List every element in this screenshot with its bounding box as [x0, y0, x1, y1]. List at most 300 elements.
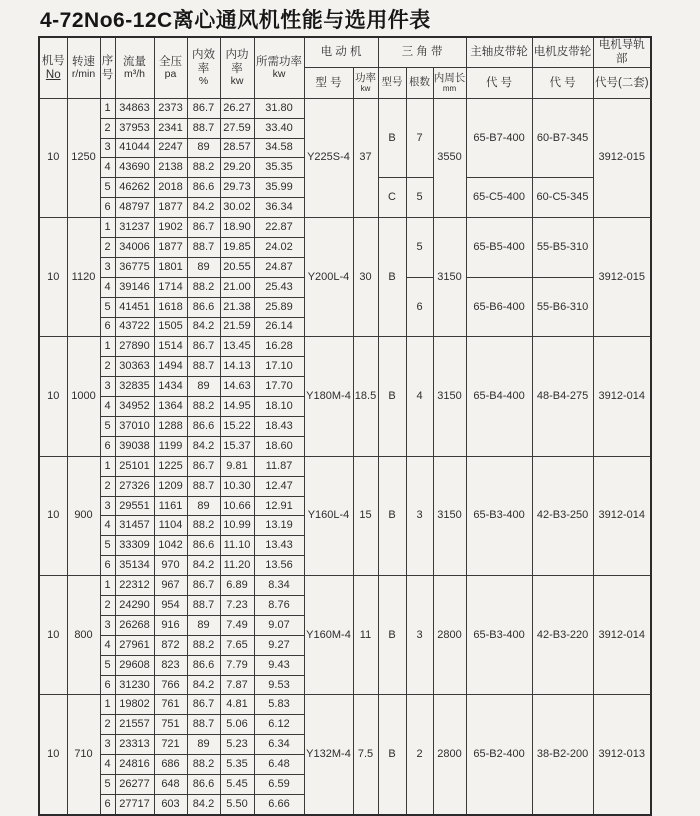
- pressure-cell: 1801: [154, 257, 187, 277]
- table-row: [39, 695, 651, 715]
- efficiency-cell: 86.7: [187, 695, 220, 715]
- header-belt-group: 三 角 带: [378, 37, 466, 67]
- efficiency-cell: 86.6: [187, 536, 220, 556]
- required-power-cell: 33.40: [254, 118, 304, 138]
- serial-cell: 2: [100, 715, 115, 735]
- main-pulley-cell: 65-B7-400: [466, 98, 532, 178]
- header-serial-label2: 号: [101, 68, 114, 81]
- serial-cell: 3: [100, 257, 115, 277]
- belt-length-cell: 2800: [433, 576, 466, 695]
- flow-cell: 29551: [115, 496, 154, 516]
- motor-power-cell: 30: [353, 218, 378, 337]
- motor-model-cell: Y200L-4: [304, 218, 353, 337]
- pressure-cell: 686: [154, 755, 187, 775]
- speed-cell: 1000: [67, 337, 100, 456]
- efficiency-cell: 84.2: [187, 556, 220, 576]
- header-required-power: [254, 37, 304, 98]
- required-power-cell: 11.87: [254, 456, 304, 476]
- required-power-cell: 25.89: [254, 297, 304, 317]
- required-power-cell: 8.76: [254, 596, 304, 616]
- required-power-cell: 36.34: [254, 198, 304, 218]
- main-pulley-cell: 65-B3-400: [466, 456, 532, 575]
- pressure-cell: 1209: [154, 476, 187, 496]
- motor-pulley-cell: 38-B2-200: [532, 695, 593, 815]
- efficiency-cell: 89: [187, 257, 220, 277]
- flow-cell: 43690: [115, 158, 154, 178]
- efficiency-cell: 89: [187, 735, 220, 755]
- efficiency-cell: 89: [187, 377, 220, 397]
- flow-cell: 19802: [115, 695, 154, 715]
- inner-power-cell: 15.22: [220, 417, 254, 437]
- serial-cell: 4: [100, 277, 115, 297]
- serial-cell: 1: [100, 576, 115, 596]
- serial-cell: 1: [100, 98, 115, 118]
- belt-length-cell: 2800: [433, 695, 466, 815]
- belt-type-cell: B: [378, 337, 406, 456]
- serial-cell: 6: [100, 675, 115, 695]
- belt-count-cell: 6: [406, 277, 433, 337]
- serial-cell: 6: [100, 317, 115, 337]
- inner-power-cell: 9.81: [220, 456, 254, 476]
- serial-cell: 1: [100, 695, 115, 715]
- pressure-cell: 1364: [154, 397, 187, 417]
- table-row: [39, 456, 651, 476]
- flow-cell: 31457: [115, 516, 154, 536]
- efficiency-cell: 86.7: [187, 98, 220, 118]
- header-inner-power-unit: kw: [230, 75, 244, 88]
- serial-cell: 2: [100, 596, 115, 616]
- serial-cell: 3: [100, 615, 115, 635]
- serial-cell: 5: [100, 178, 115, 198]
- serial-cell: 6: [100, 556, 115, 576]
- header-motor-power-unit: kw: [360, 83, 371, 93]
- fan-no-cell: 10: [39, 456, 67, 575]
- belt-type-cell: B: [378, 695, 406, 815]
- motor-power-cell: 18.5: [353, 337, 378, 456]
- header-flow-label: 流量: [123, 55, 146, 68]
- serial-cell: 4: [100, 397, 115, 417]
- inner-power-cell: 19.85: [220, 237, 254, 257]
- belt-count-cell: 5: [406, 178, 433, 218]
- pressure-cell: 1505: [154, 317, 187, 337]
- pressure-cell: 872: [154, 635, 187, 655]
- required-power-cell: 35.99: [254, 178, 304, 198]
- pressure-cell: 967: [154, 576, 187, 596]
- speed-cell: 900: [67, 456, 100, 575]
- efficiency-cell: 88.2: [187, 635, 220, 655]
- efficiency-cell: 88.2: [187, 516, 220, 536]
- required-power-cell: 31.80: [254, 98, 304, 118]
- flow-cell: 32835: [115, 377, 154, 397]
- pressure-cell: 954: [154, 596, 187, 616]
- inner-power-cell: 14.13: [220, 357, 254, 377]
- required-power-cell: 6.34: [254, 735, 304, 755]
- serial-cell: 3: [100, 496, 115, 516]
- efficiency-cell: 88.2: [187, 755, 220, 775]
- belt-type-cell: C: [378, 178, 406, 218]
- main-pulley-cell: 65-C5-400: [466, 178, 532, 218]
- flow-cell: 37010: [115, 417, 154, 437]
- belt-type-cell: B: [378, 456, 406, 575]
- belt-type-cell: B: [378, 98, 406, 178]
- header-belt-length-unit: mm: [442, 83, 457, 93]
- motor-pulley-cell: 60-B7-345: [532, 98, 593, 178]
- header-serial-label1: 序: [101, 54, 114, 67]
- serial-cell: 2: [100, 118, 115, 138]
- flow-cell: 33309: [115, 536, 154, 556]
- serial-cell: 5: [100, 297, 115, 317]
- flow-cell: 27717: [115, 794, 154, 814]
- efficiency-cell: 88.2: [187, 158, 220, 178]
- fan-no-cell: 10: [39, 695, 67, 815]
- efficiency-cell: 88.7: [187, 237, 220, 257]
- serial-cell: 1: [100, 456, 115, 476]
- inner-power-cell: 6.89: [220, 576, 254, 596]
- table-header: [39, 37, 651, 98]
- motor-power-cell: 11: [353, 576, 378, 695]
- inner-power-cell: 21.59: [220, 317, 254, 337]
- flow-cell: 48797: [115, 198, 154, 218]
- motor-pulley-cell: 55-B5-310: [532, 218, 593, 278]
- inner-power-cell: 21.00: [220, 277, 254, 297]
- header-belt-model: 型号: [378, 67, 406, 98]
- serial-cell: 6: [100, 794, 115, 814]
- pressure-cell: 1288: [154, 417, 187, 437]
- inner-power-cell: 11.20: [220, 556, 254, 576]
- speed-cell: 800: [67, 576, 100, 695]
- pressure-cell: 916: [154, 615, 187, 635]
- inner-power-cell: 5.45: [220, 775, 254, 795]
- inner-power-cell: 7.23: [220, 596, 254, 616]
- rail-code-cell: 3912-015: [593, 98, 651, 217]
- belt-length-cell: 3150: [433, 456, 466, 575]
- efficiency-cell: 88.2: [187, 397, 220, 417]
- pressure-cell: 2018: [154, 178, 187, 198]
- efficiency-cell: 89: [187, 615, 220, 635]
- required-power-cell: 6.12: [254, 715, 304, 735]
- header-motor-power: [353, 67, 378, 98]
- belt-count-cell: 4: [406, 337, 433, 456]
- pressure-cell: 1514: [154, 337, 187, 357]
- required-power-cell: 17.70: [254, 377, 304, 397]
- flow-cell: 26268: [115, 615, 154, 635]
- header-pressure-label: 全压: [159, 55, 182, 68]
- required-power-cell: 24.87: [254, 257, 304, 277]
- flow-cell: 46262: [115, 178, 154, 198]
- inner-power-cell: 5.06: [220, 715, 254, 735]
- serial-cell: 5: [100, 655, 115, 675]
- required-power-cell: 16.28: [254, 337, 304, 357]
- header-motor-group: 电 动 机: [304, 37, 378, 67]
- required-power-cell: 35.35: [254, 158, 304, 178]
- table-row: [39, 337, 651, 357]
- table-row: [39, 576, 651, 596]
- inner-power-cell: 5.50: [220, 794, 254, 814]
- required-power-cell: 18.43: [254, 417, 304, 437]
- pressure-cell: 766: [154, 675, 187, 695]
- serial-cell: 1: [100, 218, 115, 238]
- inner-power-cell: 5.35: [220, 755, 254, 775]
- fan-no-cell: 10: [39, 98, 67, 217]
- pressure-cell: 603: [154, 794, 187, 814]
- header-motor-pulley-code: 代 号: [532, 67, 593, 98]
- header-main-pulley-code: 代 号: [466, 67, 532, 98]
- efficiency-cell: 89: [187, 496, 220, 516]
- flow-cell: 39146: [115, 277, 154, 297]
- efficiency-cell: 86.6: [187, 178, 220, 198]
- serial-cell: 6: [100, 198, 115, 218]
- serial-cell: 4: [100, 516, 115, 536]
- pressure-cell: 970: [154, 556, 187, 576]
- serial-cell: 4: [100, 635, 115, 655]
- required-power-cell: 9.07: [254, 615, 304, 635]
- flow-cell: 23313: [115, 735, 154, 755]
- flow-cell: 34006: [115, 237, 154, 257]
- header-inner-power-label: 内功率: [225, 48, 249, 76]
- header-rail-code: 代号(二套): [593, 67, 651, 98]
- flow-cell: 27326: [115, 476, 154, 496]
- header-required-power-label: 所需功率: [256, 55, 302, 68]
- pressure-cell: 721: [154, 735, 187, 755]
- motor-pulley-cell: 42-B3-250: [532, 456, 593, 575]
- flow-cell: 31237: [115, 218, 154, 238]
- speed-cell: 710: [67, 695, 100, 815]
- required-power-cell: 13.56: [254, 556, 304, 576]
- efficiency-cell: 84.2: [187, 794, 220, 814]
- header-belt-length: [433, 67, 466, 98]
- flow-cell: 25101: [115, 456, 154, 476]
- required-power-cell: 22.87: [254, 218, 304, 238]
- pressure-cell: 823: [154, 655, 187, 675]
- efficiency-cell: 86.7: [187, 337, 220, 357]
- motor-model-cell: Y180M-4: [304, 337, 353, 456]
- required-power-cell: 26.14: [254, 317, 304, 337]
- header-speed-label: 转速: [72, 55, 95, 68]
- header-serial: [100, 37, 115, 98]
- header-pressure: [154, 37, 187, 98]
- flow-cell: 31230: [115, 675, 154, 695]
- fan-no-cell: 10: [39, 337, 67, 456]
- header-pressure-unit: pa: [164, 68, 177, 81]
- header-flow-unit: m³/h: [124, 68, 145, 81]
- table-row: [39, 98, 651, 118]
- header-motor-power-label: 功率: [355, 71, 376, 84]
- belt-count-cell: 3: [406, 456, 433, 575]
- motor-power-cell: 15: [353, 456, 378, 575]
- inner-power-cell: 21.38: [220, 297, 254, 317]
- main-pulley-cell: 65-B6-400: [466, 277, 532, 337]
- speed-cell: 1120: [67, 218, 100, 337]
- main-pulley-cell: 65-B4-400: [466, 337, 532, 456]
- pressure-cell: 1199: [154, 436, 187, 456]
- fan-performance-table: [38, 36, 652, 816]
- inner-power-cell: 28.57: [220, 138, 254, 158]
- belt-count-cell: 5: [406, 218, 433, 278]
- speed-cell: 1250: [67, 98, 100, 217]
- pressure-cell: 761: [154, 695, 187, 715]
- flow-cell: 43722: [115, 317, 154, 337]
- motor-model-cell: Y132M-4: [304, 695, 353, 815]
- required-power-cell: 18.60: [254, 436, 304, 456]
- motor-model-cell: Y160M-4: [304, 576, 353, 695]
- required-power-cell: 34.58: [254, 138, 304, 158]
- efficiency-cell: 88.7: [187, 715, 220, 735]
- efficiency-cell: 84.2: [187, 198, 220, 218]
- flow-cell: 41451: [115, 297, 154, 317]
- required-power-cell: 8.34: [254, 576, 304, 596]
- efficiency-cell: 88.7: [187, 596, 220, 616]
- flow-cell: 34863: [115, 98, 154, 118]
- required-power-cell: 18.10: [254, 397, 304, 417]
- pressure-cell: 751: [154, 715, 187, 735]
- required-power-cell: 9.43: [254, 655, 304, 675]
- efficiency-cell: 88.2: [187, 277, 220, 297]
- inner-power-cell: 13.45: [220, 337, 254, 357]
- required-power-cell: 12.91: [254, 496, 304, 516]
- serial-cell: 5: [100, 536, 115, 556]
- rail-code-cell: 3912-015: [593, 218, 651, 337]
- motor-model-cell: Y225S-4: [304, 98, 353, 217]
- flow-cell: 24816: [115, 755, 154, 775]
- efficiency-cell: 86.7: [187, 576, 220, 596]
- inner-power-cell: 29.73: [220, 178, 254, 198]
- belt-count-cell: 7: [406, 98, 433, 178]
- pressure-cell: 1434: [154, 377, 187, 397]
- header-efficiency-unit: %: [198, 75, 209, 88]
- fan-no-cell: 10: [39, 218, 67, 337]
- efficiency-cell: 86.6: [187, 655, 220, 675]
- motor-model-cell: Y160L-4: [304, 456, 353, 575]
- belt-length-cell: 3150: [433, 337, 466, 456]
- pressure-cell: 1494: [154, 357, 187, 377]
- efficiency-cell: 84.2: [187, 317, 220, 337]
- serial-cell: 5: [100, 775, 115, 795]
- pressure-cell: 1042: [154, 536, 187, 556]
- required-power-cell: 25.43: [254, 277, 304, 297]
- header-fan-no: [39, 37, 67, 98]
- inner-power-cell: 10.99: [220, 516, 254, 536]
- main-pulley-cell: 65-B2-400: [466, 695, 532, 815]
- flow-cell: 27890: [115, 337, 154, 357]
- efficiency-cell: 86.6: [187, 297, 220, 317]
- required-power-cell: 9.27: [254, 635, 304, 655]
- flow-cell: 36775: [115, 257, 154, 277]
- inner-power-cell: 7.79: [220, 655, 254, 675]
- efficiency-cell: 86.7: [187, 218, 220, 238]
- serial-cell: 6: [100, 436, 115, 456]
- belt-count-cell: 3: [406, 576, 433, 695]
- rail-code-cell: 3912-014: [593, 576, 651, 695]
- pressure-cell: 1714: [154, 277, 187, 297]
- header-main-pulley-group: 主轴皮带轮: [466, 37, 532, 67]
- belt-count-cell: 2: [406, 695, 433, 815]
- pressure-cell: 1225: [154, 456, 187, 476]
- pressure-cell: 648: [154, 775, 187, 795]
- inner-power-cell: 20.55: [220, 257, 254, 277]
- inner-power-cell: 5.23: [220, 735, 254, 755]
- pressure-cell: 2373: [154, 98, 187, 118]
- efficiency-cell: 86.7: [187, 456, 220, 476]
- flow-cell: 39038: [115, 436, 154, 456]
- motor-pulley-cell: 60-C5-345: [532, 178, 593, 218]
- header-required-power-unit: kw: [272, 68, 286, 81]
- inner-power-cell: 27.59: [220, 118, 254, 138]
- main-pulley-cell: 65-B3-400: [466, 576, 532, 695]
- serial-cell: 3: [100, 735, 115, 755]
- required-power-cell: 13.19: [254, 516, 304, 536]
- table-row: [39, 218, 651, 238]
- pressure-cell: 1877: [154, 237, 187, 257]
- belt-length-cell: 3550: [433, 98, 466, 217]
- header-rail-group: 电机导轨部: [593, 37, 651, 67]
- header-motor-pulley-group: 电机皮带轮: [532, 37, 593, 67]
- pressure-cell: 2341: [154, 118, 187, 138]
- efficiency-cell: 86.6: [187, 417, 220, 437]
- motor-pulley-cell: 48-B4-275: [532, 337, 593, 456]
- required-power-cell: 5.83: [254, 695, 304, 715]
- rail-code-cell: 3912-014: [593, 337, 651, 456]
- flow-cell: 21557: [115, 715, 154, 735]
- inner-power-cell: 4.81: [220, 695, 254, 715]
- motor-pulley-cell: 42-B3-220: [532, 576, 593, 695]
- inner-power-cell: 11.10: [220, 536, 254, 556]
- inner-power-cell: 15.37: [220, 436, 254, 456]
- pressure-cell: 1161: [154, 496, 187, 516]
- rail-code-cell: 3912-014: [593, 456, 651, 575]
- efficiency-cell: 84.2: [187, 436, 220, 456]
- required-power-cell: 24.02: [254, 237, 304, 257]
- flow-cell: 26277: [115, 775, 154, 795]
- belt-type-cell: B: [378, 576, 406, 695]
- serial-cell: 4: [100, 755, 115, 775]
- belt-type-cell: B: [378, 218, 406, 337]
- serial-cell: 2: [100, 476, 115, 496]
- flow-cell: 41044: [115, 138, 154, 158]
- inner-power-cell: 14.95: [220, 397, 254, 417]
- efficiency-cell: 89: [187, 138, 220, 158]
- pressure-cell: 2247: [154, 138, 187, 158]
- serial-cell: 5: [100, 417, 115, 437]
- main-pulley-cell: 65-B5-400: [466, 218, 532, 278]
- required-power-cell: 9.53: [254, 675, 304, 695]
- inner-power-cell: 10.30: [220, 476, 254, 496]
- inner-power-cell: 7.87: [220, 675, 254, 695]
- page-title: 4-72No6-12C离心通风机性能与选用件表: [40, 9, 431, 32]
- table-body: [39, 98, 651, 815]
- serial-cell: 3: [100, 377, 115, 397]
- header-motor-model: 型 号: [304, 67, 353, 98]
- inner-power-cell: 14.63: [220, 377, 254, 397]
- efficiency-cell: 88.7: [187, 476, 220, 496]
- serial-cell: 3: [100, 138, 115, 158]
- efficiency-cell: 86.6: [187, 775, 220, 795]
- flow-cell: 30363: [115, 357, 154, 377]
- header-speed-unit: r/min: [71, 68, 96, 81]
- efficiency-cell: 84.2: [187, 675, 220, 695]
- flow-cell: 24290: [115, 596, 154, 616]
- flow-cell: 37953: [115, 118, 154, 138]
- serial-cell: 4: [100, 158, 115, 178]
- header-efficiency: [187, 37, 220, 98]
- required-power-cell: 6.59: [254, 775, 304, 795]
- motor-power-cell: 37: [353, 98, 378, 217]
- required-power-cell: 6.66: [254, 794, 304, 814]
- flow-cell: 27961: [115, 635, 154, 655]
- inner-power-cell: 10.66: [220, 496, 254, 516]
- pressure-cell: 1618: [154, 297, 187, 317]
- inner-power-cell: 26.27: [220, 98, 254, 118]
- pressure-cell: 1877: [154, 198, 187, 218]
